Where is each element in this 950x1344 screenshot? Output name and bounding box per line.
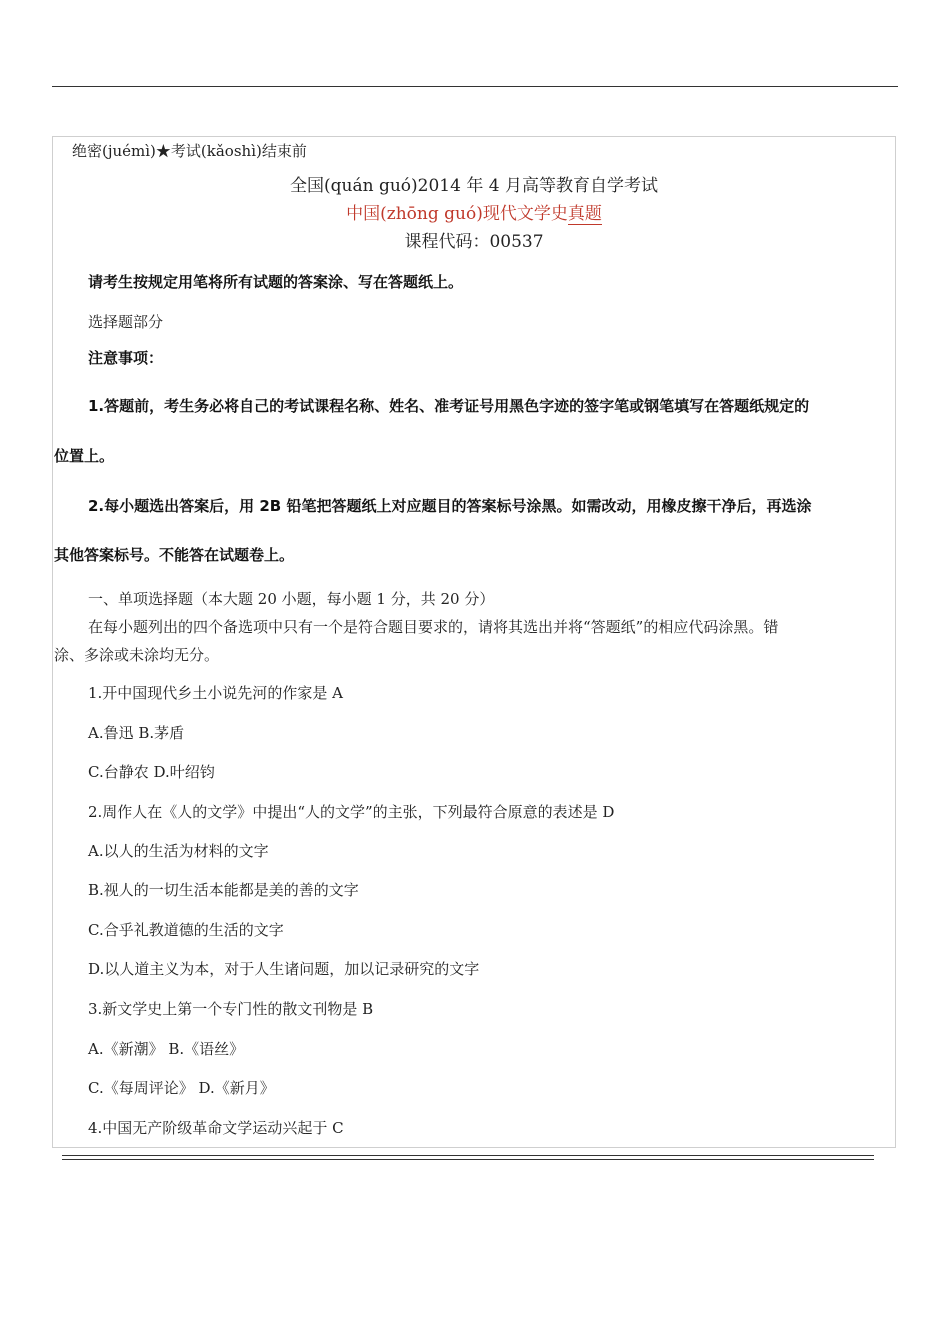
note1-line1: 1.答题前，考生务必将自己的考试课程名称、姓名、准考证号用黑色字迹的签字笔或钢笔填写在答题纸规定的 <box>88 397 810 415</box>
subject-title-underlined: 真题 <box>567 204 602 224</box>
question-1-stem: 1.开中国现代乡土小说先河的作家是 A <box>88 684 343 702</box>
note1-line2: 位置上。 <box>54 447 115 465</box>
footer-rule-lower <box>62 1159 874 1160</box>
question-1-options-ab: A.鲁迅 B.茅盾 <box>88 724 185 742</box>
question-2-option-a: A.以人的生活为材料的文字 <box>88 842 269 860</box>
question-2-stem: 2.周作人在《人的文学》中提出“人的文学”的主张，下列最符合原意的表述是 D <box>88 803 615 821</box>
question-1-options-cd: C.台静农 D.叶绍钧 <box>88 763 215 781</box>
general-instruction: 请考生按规定用笔将所有试题的答案涂、写在答题纸上。 <box>88 273 464 291</box>
question-4-stem: 4.中国无产阶级革命文学运动兴起于 C <box>88 1119 344 1137</box>
question-3-options-cd: C.《每周评论》 D.《新月》 <box>88 1079 275 1097</box>
course-code: 课程代码：00537 <box>404 232 544 252</box>
subject-title <box>52 204 896 224</box>
question-2-option-b: B.视人的一切生活本能都是美的善的文字 <box>88 881 359 899</box>
top-rule <box>52 86 898 87</box>
footer-rule-upper <box>62 1155 874 1156</box>
notes-title: 注意事项： <box>88 349 164 367</box>
note2-line1: 2.每小题选出答案后，用 2B 铅笔把答题纸上对应题目的答案标号涂黑。如需改动，用橡皮擦干净后，再选涂 <box>88 497 812 515</box>
note2-line2: 其他答案标号。不能答在试题卷上。 <box>54 546 295 564</box>
question-3-options-ab: A.《新潮》 B.《语丝》 <box>88 1040 245 1058</box>
section1-desc-line2: 涂、多涂或未涂均无分。 <box>54 646 220 664</box>
section1-heading: 一、单项选择题（本大题 20 小题，每小题 1 分，共 20 分） <box>88 590 495 608</box>
secret-mark: 绝密(juémì)★考试(kǎoshì)结束前 <box>72 142 307 160</box>
question-2-option-d: D.以人道主义为本，对于人生诸问题，加以记录研究的文字 <box>88 960 480 978</box>
question-3-stem: 3.新文学史上第一个专门性的散文刊物是 B <box>88 1000 374 1018</box>
part-label: 选择题部分 <box>88 313 164 331</box>
section1-desc-line1: 在每小题列出的四个备选项中只有一个是符合题目要求的，请将其选出并将“答题纸”的相应代码涂黑。错 <box>88 618 779 636</box>
subject-title-main: 中国(zhōng guó)现代文学史 <box>346 204 568 224</box>
question-2-option-c: C.合乎礼教道德的生活的文字 <box>88 921 284 939</box>
exam-title: 全国(quán guó)2014 年 4 月高等教育自学考试 <box>290 176 658 196</box>
